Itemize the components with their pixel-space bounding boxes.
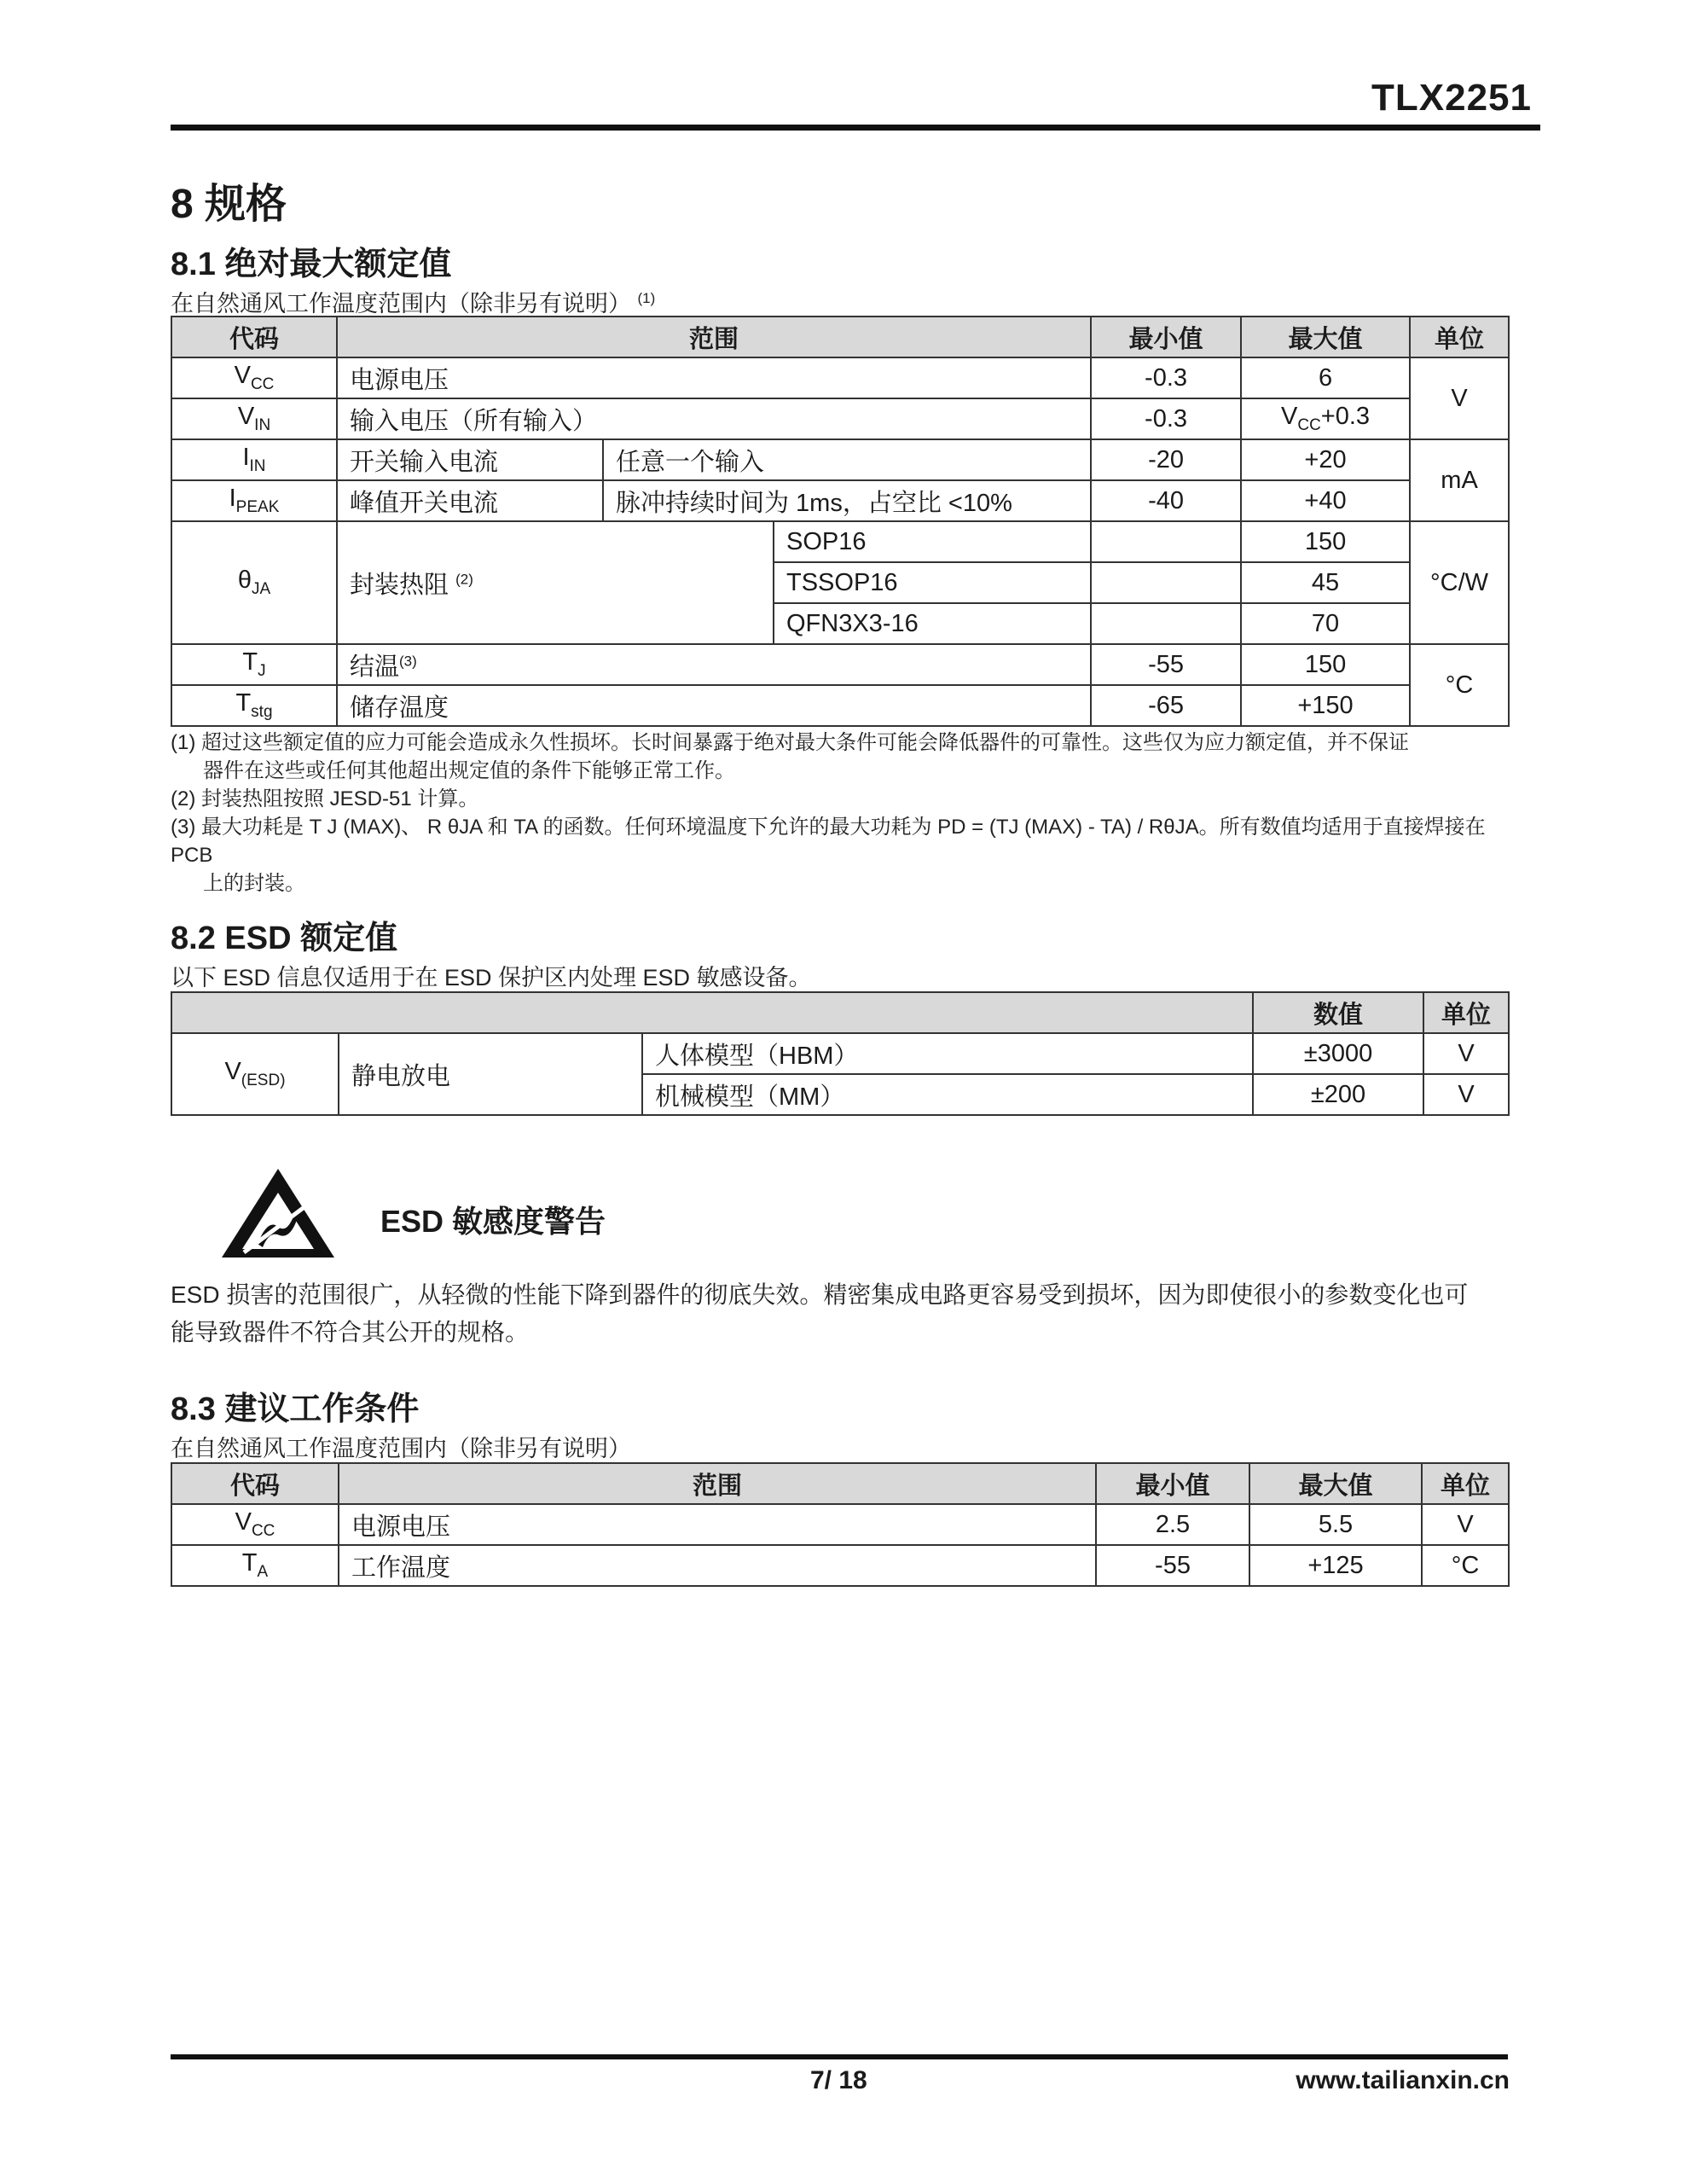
table-row (171, 398, 1509, 439)
max-cell: +125 (1249, 1545, 1422, 1586)
min-cell: -0.3 (1091, 357, 1241, 398)
footnote-2: (2) 封装热阻按照 JESD-51 计算。 (171, 787, 479, 810)
table-header-row (171, 992, 1509, 1033)
col-header-range: 范围 (337, 317, 1091, 357)
esd-ratings-table (171, 991, 1510, 1116)
desc-text: 结温 (350, 653, 400, 681)
symbol-subscript: JA (251, 579, 271, 598)
max-cell: +150 (1241, 685, 1410, 726)
section-title: 8 规格 (171, 182, 287, 227)
unit-cell: °C/W (1410, 521, 1509, 644)
symbol-subscript: PEAK (235, 497, 280, 516)
min-cell: -65 (1091, 685, 1241, 726)
symbol: T (235, 689, 252, 717)
col-header-max: 最大值 (1241, 317, 1410, 357)
symbol-cell (171, 480, 337, 521)
desc-cell: 峰值开关电流 (337, 480, 603, 521)
model-cell: 机械模型（MM） (642, 1074, 1253, 1115)
symbol: I (242, 444, 250, 472)
min-cell: -20 (1091, 439, 1241, 480)
unit-cell: V (1423, 1033, 1509, 1074)
col-header-blank (171, 992, 1253, 1033)
desc-text: 封装热阻 (350, 571, 449, 599)
subsection-note-8-1 (171, 285, 655, 318)
min-cell: -55 (1096, 1545, 1249, 1586)
footnote-1: (1) 超过这些额定值的应力可能会造成永久性损坏。长时间暴露于绝对最大条件可能会降低器件的可靠性。这些仅为应力额定值，并不保证 (171, 731, 1409, 754)
symbol-cell (171, 644, 337, 685)
min-cell: -55 (1091, 644, 1241, 685)
symbol-cell (171, 521, 337, 644)
symbol-cell (171, 398, 337, 439)
footnote-ref: (2) (455, 570, 473, 587)
max-value: V (1281, 403, 1298, 431)
table-row (171, 644, 1509, 685)
symbol-cell (171, 1545, 339, 1586)
package-cell: QFN3X3-16 (774, 603, 1091, 644)
max-cell: 6 (1241, 357, 1410, 398)
max-cell: 70 (1241, 603, 1410, 644)
document-title: TLX2251 (1371, 77, 1532, 119)
symbol: I (229, 485, 236, 513)
symbol-subscript: IN (249, 456, 266, 475)
max-cell: 5.5 (1249, 1504, 1422, 1545)
symbol: T (242, 648, 258, 677)
subsection-title-8-3: 8.3 建议工作条件 (171, 1391, 420, 1427)
package-cell: SOP16 (774, 521, 1091, 562)
table-row (171, 685, 1509, 726)
symbol-cell (171, 1504, 339, 1545)
unit-cell: °C (1422, 1545, 1509, 1586)
table-row (171, 1033, 1509, 1074)
symbol-subscript: A (257, 1562, 269, 1581)
website-link[interactable]: www.tailianxin.cn (1296, 2066, 1510, 2094)
subsection-title-8-2: 8.2 ESD 额定值 (171, 921, 398, 956)
max-cell: 150 (1241, 521, 1410, 562)
unit-cell: V (1423, 1074, 1509, 1115)
header-rule (171, 125, 1540, 131)
desc-cell: 输入电压（所有输入） (337, 398, 1091, 439)
table-row (171, 480, 1509, 521)
symbol: V (235, 1508, 252, 1536)
condition-cell: 脉冲持续时间为 1ms，占空比 <10% (603, 480, 1091, 521)
max-value-suffix: +0.3 (1320, 403, 1371, 431)
footer-rule (171, 2054, 1508, 2059)
table-row (171, 357, 1509, 398)
symbol: θ (237, 566, 252, 595)
esd-warning-title: ESD 敏感度警告 (380, 1204, 606, 1239)
esd-warning-icon (218, 1167, 338, 1261)
desc-cell (337, 644, 1091, 685)
max-cell: 45 (1241, 562, 1410, 603)
desc-cell: 开关输入电流 (337, 439, 603, 480)
min-cell: -0.3 (1091, 398, 1241, 439)
max-cell: +20 (1241, 439, 1410, 480)
page-number: 7/ 18 (810, 2066, 867, 2094)
col-header-unit: 单位 (1422, 1463, 1509, 1504)
max-cell (1241, 398, 1410, 439)
symbol-subscript: CC (251, 1521, 275, 1540)
esd-warning-line-1: ESD 损害的范围很广，从轻微的性能下降到器件的彻底失效。精密集成电路更容易受到损坏，因为即使很小的参数变化也可 (171, 1281, 1469, 1308)
footnotes (171, 729, 1518, 897)
esd-warning-body (171, 1276, 1518, 1351)
min-cell (1091, 521, 1241, 562)
symbol: T (241, 1549, 258, 1577)
table-row (171, 1504, 1509, 1545)
footnote-1-cont: 器件在这些或任何其他超出规定值的条件下能够正常工作。 (203, 759, 735, 782)
col-header-min: 最小值 (1091, 317, 1241, 357)
desc-cell: 储存温度 (337, 685, 1091, 726)
max-subscript: CC (1297, 415, 1321, 434)
model-cell: 人体模型（HBM） (642, 1033, 1253, 1074)
max-cell: +40 (1241, 480, 1410, 521)
symbol-cell (171, 439, 337, 480)
recommended-conditions-table (171, 1462, 1510, 1587)
col-header-range: 范围 (339, 1463, 1096, 1504)
symbol: V (234, 362, 251, 390)
desc-cell (337, 521, 774, 644)
symbol-subscript: stg (251, 702, 273, 721)
absolute-max-ratings-table (171, 316, 1510, 727)
unit-cell: mA (1410, 439, 1509, 521)
subsection-title-8-1: 8.1 绝对最大额定值 (171, 247, 452, 282)
min-cell (1091, 603, 1241, 644)
unit-cell: °C (1410, 644, 1509, 726)
table-header-row (171, 317, 1509, 357)
desc-cell: 电源电压 (339, 1504, 1096, 1545)
footnote-ref: (1) (637, 290, 656, 306)
unit-cell: V (1422, 1504, 1509, 1545)
subtitle-text: 在自然通风工作温度范围内（除非另有说明） (171, 291, 631, 317)
col-header-symbol: 代码 (171, 1463, 339, 1504)
col-header-min: 最小值 (1096, 1463, 1249, 1504)
footnote-3-cont: 上的封装。 (203, 872, 305, 895)
col-header-unit: 单位 (1423, 992, 1509, 1033)
col-header-unit: 单位 (1410, 317, 1509, 357)
symbol-subscript: IN (254, 415, 271, 434)
desc-cell: 静电放电 (339, 1033, 642, 1115)
symbol-subscript: (ESD) (241, 1071, 286, 1089)
footnote-3: (3) 最大功耗是 T J (MAX)、 R θJA 和 TA 的函数。任何环境温度下允许的最大功耗为 PD = (TJ (MAX) - TA) / RθJA。所有数值均适用于直接焊接在 PCB (171, 816, 1486, 867)
symbol-subscript: J (258, 661, 266, 680)
value-cell: ±3000 (1253, 1033, 1423, 1074)
symbol-cell (171, 1033, 339, 1115)
max-cell: 150 (1241, 644, 1410, 685)
min-cell (1091, 562, 1241, 603)
esd-warning-line-2: 能导致器件不符合其公开的规格。 (171, 1319, 530, 1345)
package-cell: TSSOP16 (774, 562, 1091, 603)
subsection-note-8-2: 以下 ESD 信息仅适用于在 ESD 保护区内处理 ESD 敏感设备。 (171, 965, 812, 990)
unit-cell: V (1410, 357, 1509, 439)
symbol-subscript: CC (250, 375, 275, 393)
condition-cell: 任意一个输入 (603, 439, 1091, 480)
symbol-cell (171, 357, 337, 398)
min-cell: -40 (1091, 480, 1241, 521)
symbol: V (237, 403, 255, 431)
desc-cell: 电源电压 (337, 357, 1091, 398)
col-header-value: 数值 (1253, 992, 1423, 1033)
footnote-ref: (3) (399, 652, 417, 669)
table-header-row (171, 1463, 1509, 1504)
symbol: V (224, 1058, 241, 1086)
table-row (171, 1545, 1509, 1586)
subsection-note-8-3: 在自然通风工作温度范围内（除非另有说明） (171, 1436, 631, 1461)
table-row (171, 521, 1509, 562)
col-header-max: 最大值 (1249, 1463, 1422, 1504)
symbol-cell (171, 685, 337, 726)
table-row (171, 439, 1509, 480)
value-cell: ±200 (1253, 1074, 1423, 1115)
col-header-symbol: 代码 (171, 317, 337, 357)
min-cell: 2.5 (1096, 1504, 1249, 1545)
desc-cell: 工作温度 (339, 1545, 1096, 1586)
